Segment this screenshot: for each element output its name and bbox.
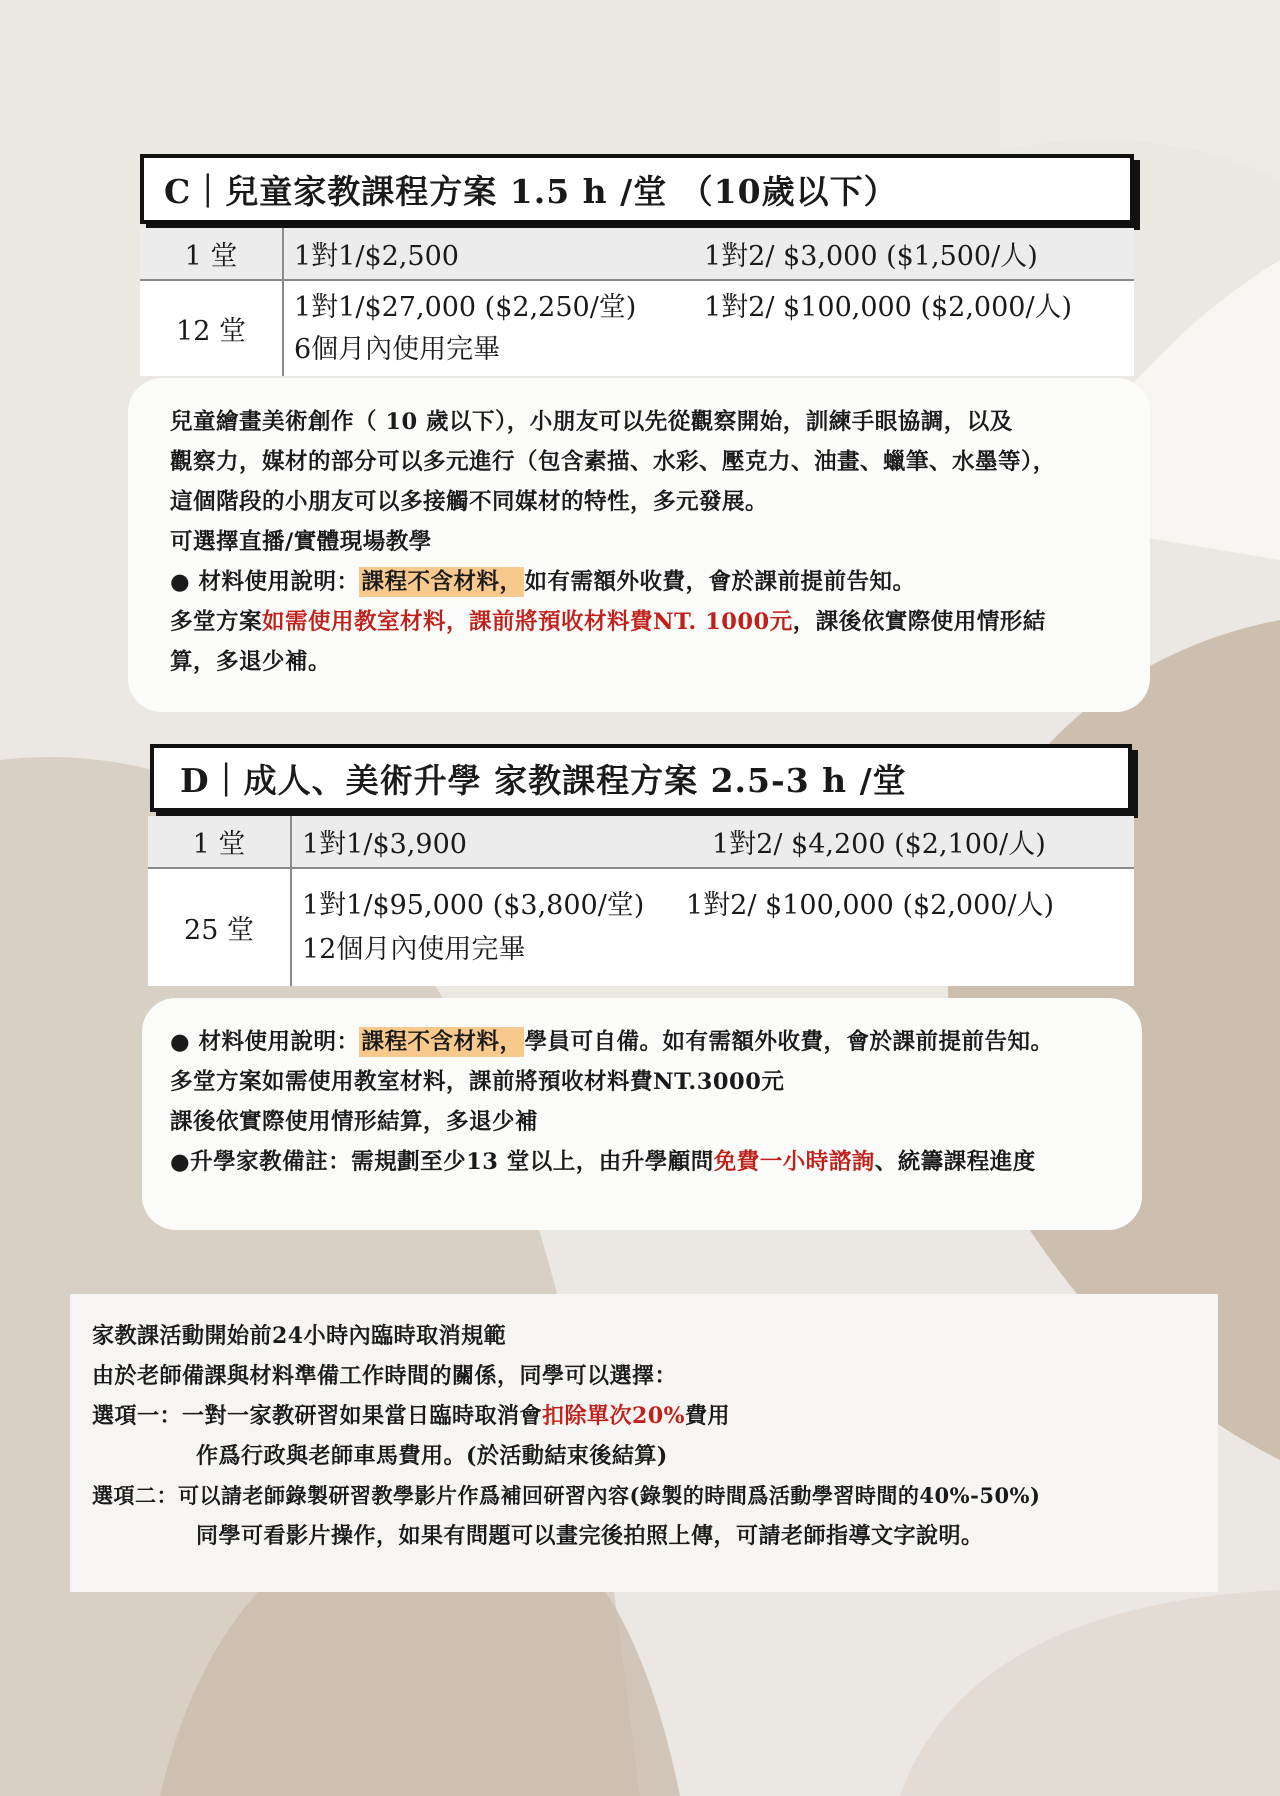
material-highlight: 課程不含材料， [361, 1029, 523, 1055]
info-text: 這個階段的小朋友可以多接觸不同媒材的特性，多元發展。 [170, 489, 769, 515]
row-count: 1 堂 [140, 228, 283, 280]
usage-note: 12個月內使用完畢 [302, 933, 526, 965]
info-text: 多堂方案如需使用教室材料，課前將預收材料費NT.3000元 [170, 1069, 785, 1095]
deduction-red: 扣除單次20% [542, 1403, 686, 1429]
price-1to2: 1對2/ $100,000 ($2,000/人) [704, 291, 1073, 323]
info-text: 兒童繪畫美術創作（ 10 歲以下），小朋友可以先從觀察開始，訓練手眼協調，以及 [170, 409, 1013, 435]
table-row [140, 280, 1134, 376]
material-fee-red: 如需使用教室材料，課前將預收材料費NT. 1000元 [262, 609, 793, 635]
info-text: 算，多退少補。 [170, 649, 332, 675]
price-1to1: 1對1/$95,000 ($3,800/堂) [302, 889, 645, 921]
section-d-title-text: D｜成人、美術升學 家教課程方案 2.5-3 h /堂 [180, 760, 907, 800]
policy-option-1: 選項一：一對一家教研習如果當日臨時取消會扣除單次20%費用 [92, 1403, 731, 1429]
admission-note: ●升學家教備註：需規劃至少13 堂以上，由升學顧問免費一小時諮詢、統籌課程進度 [170, 1149, 1036, 1175]
material-highlight: 課程不含材料， [361, 569, 523, 595]
policy-title: 家教課活動開始前24小時內臨時取消規範 [92, 1323, 507, 1349]
info-text: 可選擇直播/實體現場教學 [170, 529, 432, 555]
row-count: 1 堂 [148, 816, 291, 868]
info-text: 觀察力，媒材的部分可以多元進行（包含素描、水彩、壓克力、油畫、蠟筆、水墨等）， [170, 449, 1056, 475]
table-row [140, 228, 1134, 280]
price-1to1: 1對1/$3,900 [302, 829, 467, 860]
row-count: 25 堂 [148, 868, 291, 986]
price-1to2: 1對2/ $3,000 ($1,500/人) [704, 241, 1038, 272]
section-c-title-text: C｜兒童家教課程方案 1.5 h /堂 （10歲以下） [164, 171, 898, 211]
policy-text: 由於老師備課與材料準備工作時間的關係，同學可以選擇： [92, 1363, 678, 1389]
material-note: ● 材料使用說明：課程不含材料，學員可自備。如有需額外收費，會於課前提前告知。 [170, 1029, 1054, 1055]
section-d-price-table [148, 816, 1134, 986]
price-1to1: 1對1/$27,000 ($2,250/堂) [294, 291, 637, 323]
material-note: ● 材料使用說明：課程不含材料，如有需額外收費，會於課前提前告知。 [170, 569, 916, 595]
row-count: 12 堂 [140, 280, 283, 376]
usage-note: 6個月內使用完畢 [294, 333, 501, 365]
section-d-info-box [142, 998, 1142, 1230]
section-c-title [140, 154, 1134, 224]
info-text: 課後依實際使用情形結算，多退少補 [170, 1109, 539, 1135]
table-row [148, 868, 1134, 986]
multi-session-note: 多堂方案如需使用教室材料，課前將預收材料費NT. 1000元，課後依實際使用情形結 [170, 609, 1046, 635]
free-consult-red: 免費一小時諮詢 [713, 1149, 875, 1175]
price-1to1: 1對1/$2,500 [294, 241, 459, 272]
policy-option-2: 選項二：可以請老師錄製研習教學影片作爲補回研習內容(錄製的時間爲活動學習時間的40%-50%) [92, 1483, 1041, 1508]
price-1to2: 1對2/ $100,000 ($2,000/人) [686, 889, 1055, 921]
table-row [148, 816, 1134, 868]
section-d-title [150, 744, 1132, 812]
price-1to2: 1對2/ $4,200 ($2,100/人) [712, 829, 1046, 860]
policy-text: 同學可看影片操作，如果有問題可以畫完後拍照上傳，可請老師指導文字說明。 [196, 1523, 984, 1549]
section-c-price-table [140, 228, 1134, 376]
section-c-info-box [128, 378, 1150, 712]
cancellation-policy-box [70, 1294, 1218, 1592]
policy-text: 作爲行政與老師車馬費用。(於活動結束後結算) [196, 1443, 668, 1469]
